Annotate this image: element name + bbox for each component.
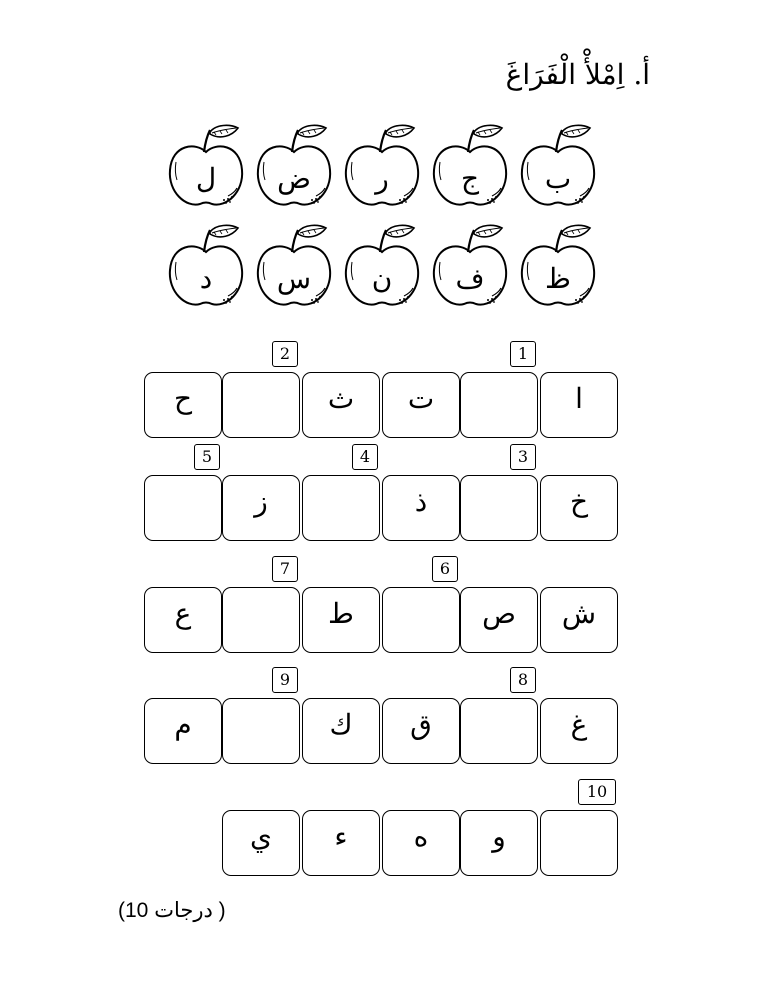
apple-2-5 — [166, 222, 246, 312]
blank-cell[interactable] — [460, 698, 538, 764]
letter-cell: ذ — [382, 475, 460, 541]
letter-cell: ه — [382, 810, 460, 876]
question-number: 6 — [432, 556, 458, 582]
letter-cell: ق — [382, 698, 460, 764]
apple-2-3 — [342, 222, 422, 312]
blank-cell[interactable] — [222, 372, 300, 438]
apple-letter: ض — [277, 162, 311, 195]
blank-cell[interactable] — [302, 475, 380, 541]
blank-cell[interactable] — [382, 587, 460, 653]
letter-cell: ط — [302, 587, 380, 653]
letter-cell: ش — [540, 587, 618, 653]
question-number: 1 — [510, 341, 536, 367]
grid-row-1 — [142, 372, 618, 438]
exercise-title: أ. اِمْلأْ الْفَرَاغَ — [505, 58, 650, 91]
grid-row-5 — [142, 810, 618, 876]
apple-2-4 — [254, 222, 334, 312]
apple-letter: ظ — [545, 262, 571, 295]
letter-cell: ا — [540, 372, 618, 438]
apple-letter: ل — [195, 162, 217, 195]
blank-cell[interactable] — [460, 372, 538, 438]
apple-1-3 — [342, 122, 422, 212]
letter-cell: خ — [540, 475, 618, 541]
letter-cell: ء — [302, 810, 380, 876]
question-number: 9 — [272, 667, 298, 693]
apple-1-2 — [430, 122, 510, 212]
apple-letter: ج — [460, 162, 480, 195]
question-number: 7 — [272, 556, 298, 582]
apple-letter: ر — [375, 162, 389, 195]
question-number: 5 — [194, 444, 220, 470]
blank-cell[interactable] — [144, 475, 222, 541]
apple-letter: ف — [455, 262, 485, 295]
question-number: 3 — [510, 444, 536, 470]
letter-cell: ك — [302, 698, 380, 764]
apple-1-4 — [254, 122, 334, 212]
letter-cell: ث — [302, 372, 380, 438]
letter-cell: ح — [144, 372, 222, 438]
letter-cell: م — [144, 698, 222, 764]
apple-letter: ن — [371, 262, 393, 295]
apple-2-1 — [518, 222, 598, 312]
apple-letter: س — [276, 262, 312, 295]
question-number: 10 — [578, 779, 616, 805]
grid-row-3 — [142, 587, 618, 653]
letter-cell: ع — [144, 587, 222, 653]
apple-letter: د — [199, 262, 213, 295]
blank-cell[interactable] — [460, 475, 538, 541]
question-number: 8 — [510, 667, 536, 693]
letter-cell: ت — [382, 372, 460, 438]
letter-cell: ص — [460, 587, 538, 653]
grid-row-2 — [142, 475, 618, 541]
question-number: 2 — [272, 341, 298, 367]
marks-label: (10 درجات ) — [118, 899, 226, 922]
letter-cell: ز — [222, 475, 300, 541]
blank-cell[interactable] — [222, 587, 300, 653]
letter-cell: و — [460, 810, 538, 876]
question-number: 4 — [352, 444, 378, 470]
apple-2-2 — [430, 222, 510, 312]
apple-1-1 — [518, 122, 598, 212]
grid-row-4 — [142, 698, 618, 764]
letter-cell: غ — [540, 698, 618, 764]
letter-cell: ي — [222, 810, 300, 876]
blank-cell[interactable] — [540, 810, 618, 876]
apple-letter: ب — [544, 162, 572, 195]
apple-1-5 — [166, 122, 246, 212]
blank-cell[interactable] — [222, 698, 300, 764]
